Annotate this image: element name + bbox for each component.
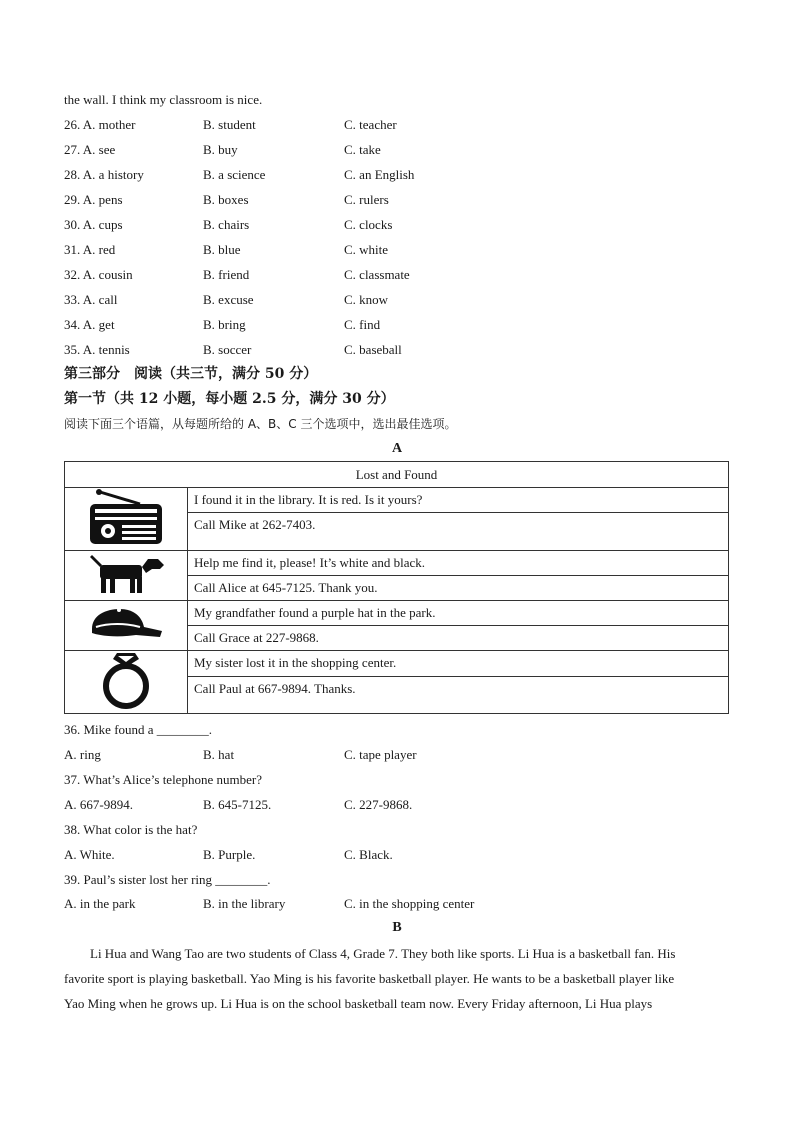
option-c: C. an English: [344, 167, 415, 182]
ring-icon: [91, 651, 161, 709]
option-a: A. cups: [82, 217, 123, 232]
dog-cell: [65, 551, 188, 601]
option-c: C. tape player: [344, 747, 417, 762]
question-number: 26.: [64, 117, 81, 132]
option-b: B. bring: [203, 317, 246, 332]
part3-title: 第三部分 阅读（共三节，满分 50 分）: [64, 366, 318, 382]
option-a: A. tennis: [82, 342, 130, 357]
option-c: C. in the shopping center: [344, 896, 475, 911]
option-c: C. baseball: [344, 342, 402, 357]
option-a: A. cousin: [82, 267, 133, 282]
option-c: C. white: [344, 242, 389, 257]
radio-icon: [86, 488, 166, 546]
option-a: A. White.: [64, 847, 115, 862]
passage-b-text: [64, 941, 726, 1016]
question-number: 27.: [64, 142, 81, 157]
option-c: C. rulers: [344, 192, 389, 207]
option-b: B. student: [203, 117, 256, 132]
dog-icon: [86, 553, 166, 595]
option-c: C. find: [344, 317, 381, 332]
item-description: Help me find it, please! It’s white and black.: [188, 551, 729, 576]
reading-instructions: 阅读下面三个语篇，从每题所给的 A、B、C 三个选项中，选出最佳选项。: [64, 417, 457, 431]
question-number: 34.: [64, 317, 81, 332]
question-number: 29.: [64, 192, 81, 207]
table-title: Lost and Found: [65, 462, 729, 488]
question-stem: 38. What color is the hat?: [64, 822, 198, 837]
question-stem: 36. Mike found a ________.: [64, 722, 213, 737]
option-a: A. pens: [82, 192, 123, 207]
item-contact: Call Mike at 262-7403.: [188, 513, 729, 551]
item-contact: Call Grace at 227-9868.: [188, 626, 729, 651]
question-stem: 37. What’s Alice’s telephone number?: [64, 772, 262, 787]
passage-line: Li Hua and Wang Tao are two students of Class 4, Grade 7. They both like sports. Li Hua is a basketball fan. His: [90, 946, 676, 961]
item-description: My grandfather found a purple hat in the park.: [188, 601, 729, 626]
passage-b-label: B: [392, 920, 402, 935]
passage-continuation: the wall. I think my classroom is nice.: [64, 92, 263, 107]
item-contact: Call Paul at 667-9894. Thanks.: [188, 676, 729, 713]
option-a: A. 667-9894.: [64, 797, 133, 812]
option-c: C. clocks: [344, 217, 393, 232]
section1-title: 第一节（共 12 小题，每小题 2.5 分，满分 30 分）: [64, 391, 395, 407]
item-description: My sister lost it in the shopping center.: [188, 651, 729, 677]
option-c: C. take: [344, 142, 381, 157]
option-c: C. teacher: [344, 117, 397, 132]
item-contact: Call Alice at 645-7125. Thank you.: [188, 576, 729, 601]
option-c: C. 227-9868.: [344, 797, 413, 812]
option-b: B. hat: [203, 747, 235, 762]
question-number: 28.: [64, 167, 81, 182]
radio-cell: [65, 488, 188, 551]
option-b: B. buy: [203, 142, 238, 157]
passage-line: Yao Ming when he grows up. Li Hua is on the school basketball team now. Every Friday afternoon, Li Hua plays: [64, 996, 653, 1011]
option-c: C. classmate: [344, 267, 410, 282]
question-number: 33.: [64, 292, 81, 307]
question-stem: 39. Paul’s sister lost her ring ________.: [64, 872, 271, 887]
option-c: C. Black.: [344, 847, 393, 862]
question-number: 31.: [64, 242, 81, 257]
option-b: B. excuse: [203, 292, 254, 307]
option-a: A. red: [82, 242, 116, 257]
option-a: A. see: [82, 142, 116, 157]
cap-cell: [65, 601, 188, 651]
question-number: 35.: [64, 342, 81, 357]
cap-icon: [86, 607, 166, 641]
passage-line: favorite sport is playing basketball. Yao Ming is his favorite basketball player. He wants to be a basketball player like: [64, 971, 675, 986]
option-a: A. in the park: [64, 896, 136, 911]
option-b: B. Purple.: [203, 847, 256, 862]
option-a: A. a history: [82, 167, 144, 182]
option-b: B. chairs: [203, 217, 250, 232]
option-a: A. call: [82, 292, 118, 307]
option-a: A. ring: [64, 747, 101, 762]
passage-a-label: A: [391, 441, 403, 456]
option-b: B. 645-7125.: [203, 797, 272, 812]
ring-cell: [65, 651, 188, 714]
option-b: B. blue: [203, 242, 241, 257]
option-a: A. mother: [82, 117, 136, 132]
option-b: B. a science: [203, 167, 266, 182]
option-a: A. get: [82, 317, 115, 332]
question-number: 30.: [64, 217, 81, 232]
option-b: B. soccer: [203, 342, 252, 357]
option-c: C. know: [344, 292, 389, 307]
option-b: B. friend: [203, 267, 250, 282]
option-b: B. in the library: [203, 896, 286, 911]
lost-and-found-table: [64, 461, 729, 714]
question-number: 32.: [64, 267, 81, 282]
item-description: I found it in the library. It is red. Is it yours?: [188, 488, 729, 513]
option-b: B. boxes: [203, 192, 249, 207]
